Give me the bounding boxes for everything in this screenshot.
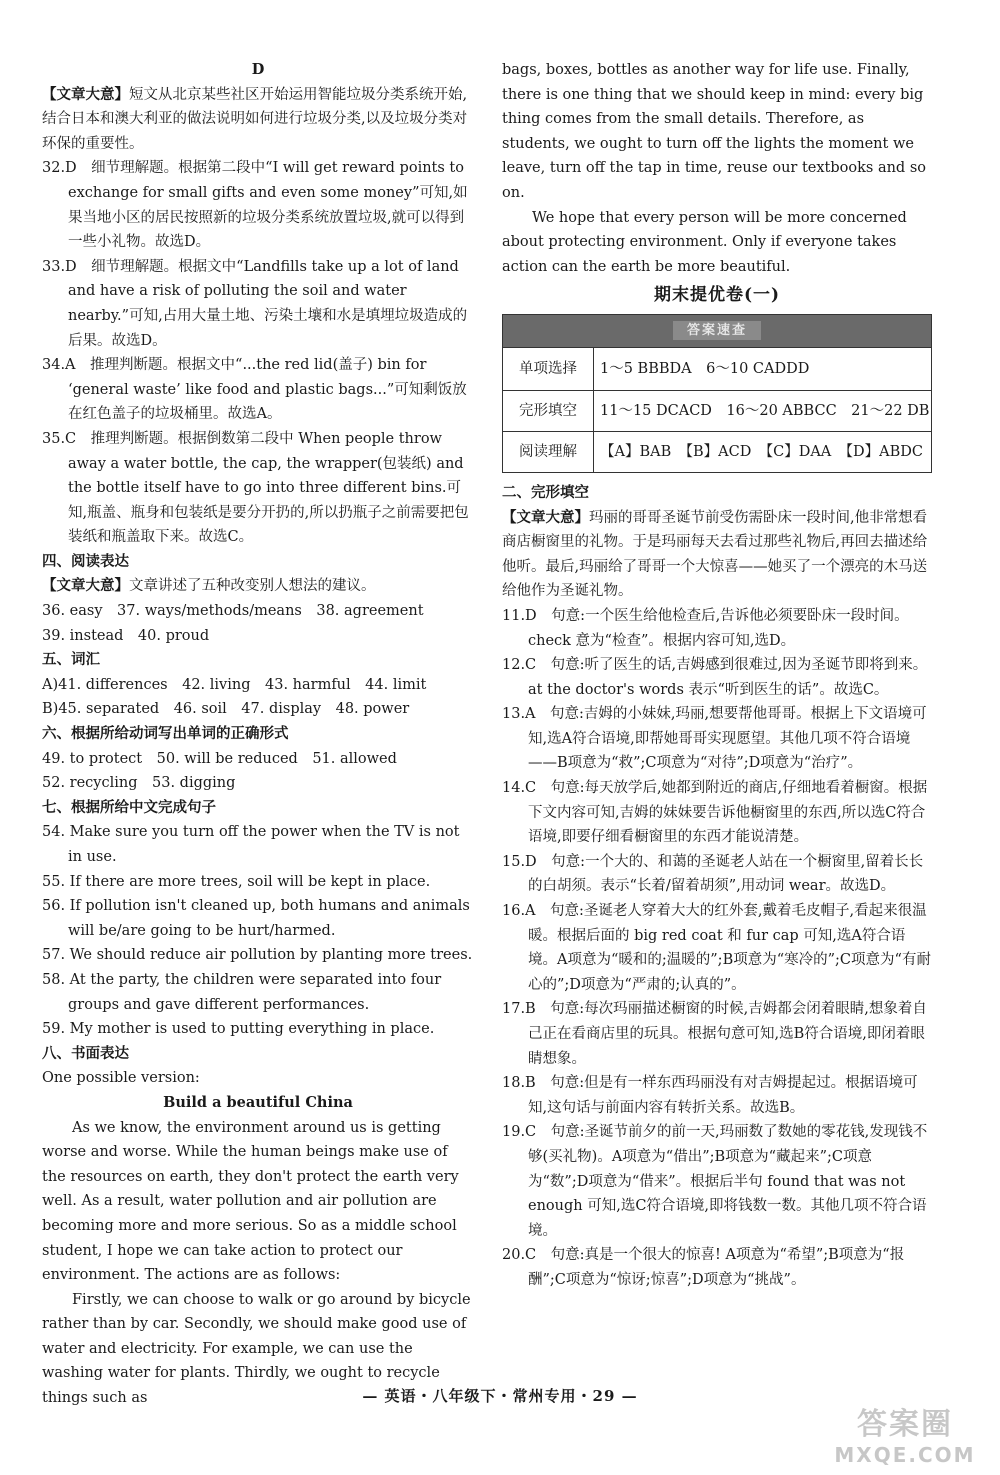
watermark-cn: 答案圈 [857,1407,953,1442]
answer-row-label: 完形填空 [503,391,594,431]
answer-row-label: 单项选择 [503,348,594,390]
summary-text: 短文从北京某些社区开始运用智能垃圾分类系统开始,结合日本和澳大利亚的做法说明如何进行垃圾分类,以及垃圾分类对环保的重要性。 [42,86,468,152]
answer-row [503,431,931,472]
answer-item: 11.D 句意:一个医生给他检查后,告诉他必须要卧床一段时间。check 意为“检查”。根据内容可知,选D。 [502,607,909,649]
answer-item: 17.B 句意:每次玛丽描述橱窗的时候,吉姆都会闭着眼睛,想象着自己正在看商店里的玩具。根据句意可知,选B符合语境,即闭着眼睛想象。 [502,1001,927,1067]
section-title: 七、根据所给中文完成句子 [42,798,216,816]
sentence-item: 56. If pollution isn't cleaned up, both humans and animals will be/are going to be hurt/harmed. [42,898,470,939]
summary-label: 【文章大意】 [42,577,129,595]
answer-item: 34.A 推理判断题。根据文中“...the red lid(盖子) bin for ‘general waste’ like food and plastic bags...”可知剩饭放在红色盖子的垃圾桶里。故选A。 [42,357,467,423]
answer-item: 15.D 句意:一个大的、和蔼的圣诞老人站在一个橱窗里,留着长长的白胡须。表示“长着/留着胡须”,用动词 wear。故选D。 [502,853,924,895]
essay-paragraph: We hope that every person will be more concerned about protecting environment. Only if everyone takes action can the earth be more beautiful. [502,209,907,275]
section-title: 八、书面表达 [42,1044,129,1062]
answer-header-text: 答案速查 [673,321,761,340]
watermark-logo [830,1399,980,1467]
answer-row [503,347,931,390]
answer-row-value: 11～15 DCACD 16～20 ABBCC 21～22 DB [600,402,930,419]
answer-item: 13.A 句意:吉姆的小妹妹,玛丽,想要帮他哥哥。根据上下文语境可知,选A符合语境,即帮她哥哥实现愿望。其他几项不符合语境——B项意为“救”;C项意为“对待”;D项意为“治疗”。 [502,706,927,772]
summary-text: 文章讲述了五种改变别人想法的建议。 [129,578,376,595]
sentence-item: 57. We should reduce air pollution by planting more trees. [42,947,473,964]
part-letter: D [251,61,265,78]
sentence-item: 55. If there are more trees, soil will be kept in place. [42,873,431,890]
answer-row-value: 1～5 BBBDA 6～10 CADDD [600,360,810,377]
right-column [502,58,932,1293]
summary-label: 【文章大意】 [502,508,589,526]
answer-item: 33.D 细节理解题。根据文中“Landfills take up a lot of land and have a risk of polluting the soil and water nearby.”可知,占用大量土地、污染土壤和水是填埋垃圾造成的后果。故选D。 [42,258,468,349]
page-footer: — 英语・八年级下・常州专用・29 — [362,1387,638,1405]
answer-item: 19.C 句意:圣诞节前夕的前一天,玛丽数了数她的零花钱,发现钱不够(买礼物)。A项意为“借出”;B项意为“藏起来”;C项意为“数”;D项意为“借来”。根据后半句 found that was not enough 可知,选C符合语境,即将钱数一数。其他几项不符合语境。 [502,1124,928,1239]
answer-item: 35.C 推理判断题。根据倒数第二段中 When people throw away a water bottle, the cap, the wrapper(包装纸) and the bottle itself have to go into three different bins.可知,瓶盖、瓶身和包装纸是要分开扔的,所以扔瓶子之前需要把包装纸和瓶盖取下来。故选C。 [42,430,469,546]
exam-title: 期末提优卷(一) [653,285,781,306]
answer-table-header [503,315,931,347]
sentence-item: 54. Make sure you turn off the power when the TV is not in use. [42,824,460,865]
answer-line: 52. recycling 53. digging [42,775,236,792]
answer-row-label: 阅读理解 [503,432,594,472]
summary [42,574,474,599]
answer-line: 49. to protect 50. will be reduced 51. allowed [42,750,397,767]
essay-paragraph: As we know, the environment around us is getting worse and worse. While the human beings make use of the resources on earth, they don't protect the earth very well. As a result, water pollution and air pollution are becoming more and more serious. So as a middle school student, I hope we can take action to protect our environment. The actions are as follows: [42,1119,459,1284]
watermark-en: MXQE.COM [834,1443,976,1467]
summary [502,506,932,604]
answer-item: 32.D 细节理解题。根据第二段中“I will get reward points to exchange for small gifts and even some money”可知,如果当地小区的居民按照新的垃圾分类系统放置垃圾,就可以得到一些小礼物。故选D。 [42,160,468,251]
essay-title: Build a beautiful China [163,1093,353,1111]
answer-item: 14.C 句意:每天放学后,她都到附近的商店,仔细地看着橱窗。根据下文内容可知,吉姆的妹妹要告诉他橱窗里的东西,所以选C符合语境,即要仔细看橱窗里的东西才能说清楚。 [502,780,928,846]
answer-line: B)45. separated 46. soil 47. display 48. power [42,701,410,718]
answer-row-value: 【A】BAB 【B】ACD 【C】DAA 【D】ABDC [600,443,923,460]
left-column [42,58,474,1411]
essay-paragraph: bags, boxes, bottles as another way for life use. Finally, there is one thing that we should keep in mind: every big thing comes from the small details. Therefore, as students, we ought to turn off the lights the moment we leave, turn off the tap in time, reuse our textbooks and so on. [502,62,926,201]
essay-paragraph: Firstly, we can choose to walk or go around by bicycle rather than by car. Secondly, we should make good use of water and electricity. For example, we can use the washing water for plants. Thirdly, we ought to recycle things such as [42,1291,471,1407]
section-title: 二、完形填空 [502,483,589,501]
essay-intro: One possible version: [42,1070,200,1087]
answer-table [502,314,932,473]
answer-item: 12.C 句意:听了医生的话,吉姆感到很难过,因为圣诞节即将到来。at the doctor's words 表示“听到医生的话”。故选C。 [502,657,928,698]
section-title: 五、词汇 [42,651,100,669]
section-title: 四、阅读表达 [42,552,129,570]
section-title: 六、根据所给动词写出单词的正确形式 [42,725,289,743]
summary [42,83,474,157]
answer-line: 39. instead 40. proud [42,627,210,644]
summary-label: 【文章大意】 [42,85,129,103]
answer-item: 20.C 句意:真是一个很大的惊喜! A项意为“希望”;B项意为“报酬”;C项意为“惊讶;惊喜”;D项意为“挑战”。 [502,1247,905,1288]
summary-text: 玛丽的哥哥圣诞节前受伤需卧床一段时间,他非常想看商店橱窗里的礼物。于是玛丽每天去看过那些礼物后,再回去描述给他听。最后,玛丽给了哥哥一个大惊喜——她买了一个漂亮的木马送给他作为圣诞礼物。 [502,509,928,600]
answer-row [503,390,931,431]
answer-line: 36. easy 37. ways/methods/means 38. agreement [42,603,424,620]
answer-item: 18.B 句意:但是有一样东西玛丽没有对吉姆提起过。根据语境可知,这句话与前面内容有转折关系。故选B。 [502,1075,918,1116]
answer-item: 16.A 句意:圣诞老人穿着大大的红外套,戴着毛皮帽子,看起来很温暖。根据后面的 big red coat 和 fur cap 可知,选A符合语境。A项意为“暖和的;温暖的”;B项意为“寒冷的”;C项意为“有耐心的”;D项意为“严肃的;认真的”。 [502,903,931,993]
sentence-item: 59. My mother is used to putting everything in place. [42,1021,435,1038]
answer-line: A)41. differences 42. living 43. harmful 44. limit [42,676,427,693]
sentence-item: 58. At the party, the children were separated into four groups and gave different performances. [42,971,442,1013]
